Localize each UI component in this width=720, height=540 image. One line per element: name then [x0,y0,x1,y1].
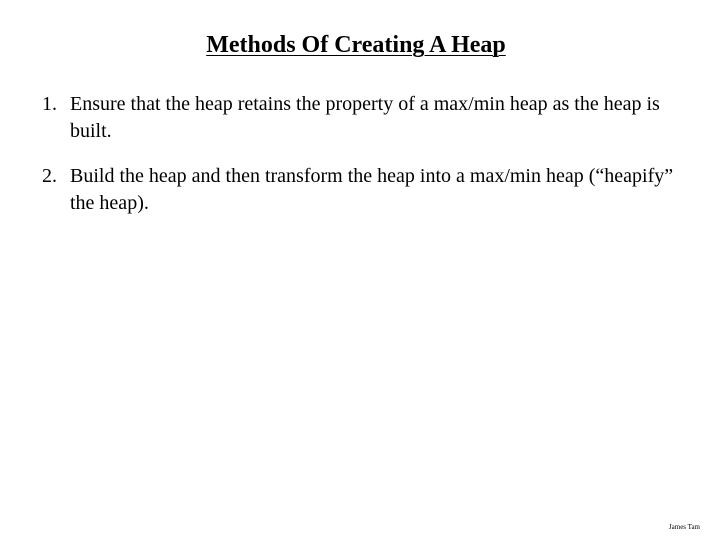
item-text: Build the heap and then transform the heap into a max/min heap (“heapify” the heap). [70,165,674,214]
slide-title: Methods Of Creating A Heap [206,32,506,58]
item-number: 2. [42,165,57,187]
list-item [42,91,682,145]
item-number: 1. [42,93,57,115]
author-footer: James Tam [668,523,700,531]
item-text: Ensure that the heap retains the property of a max/min heap as the heap is built. [70,93,660,142]
list-item [42,163,682,217]
methods-list [42,91,682,217]
